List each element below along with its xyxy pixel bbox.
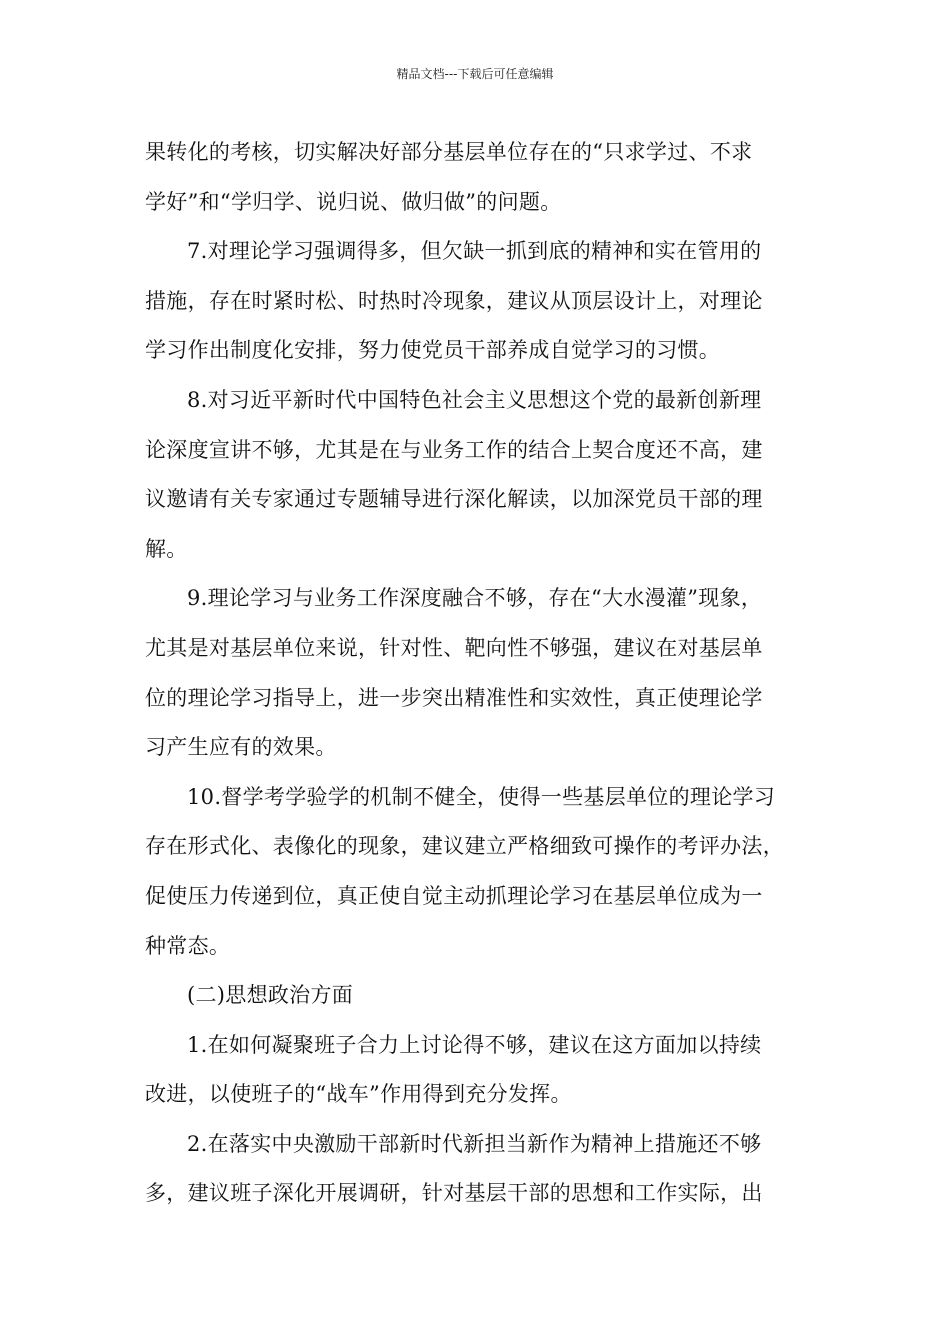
text-line: 果转化的考核，切实解决好部分基层单位存在的“只求学过、不求 — [145, 140, 753, 164]
text-line: 7.对理论学习强调得多，但欠缺一抓到底的精神和实在管用的 — [187, 239, 762, 264]
text-line: 2.在落实中央激励干部新时代新担当新作为精神上措施还不够 — [187, 1131, 762, 1156]
text-line: 学好”和“学归学、说归说、做归做”的问题。 — [145, 189, 562, 214]
text-line: 学习作出制度化安排，努力使党员干部养成自觉学习的习惯。 — [145, 338, 721, 363]
text-line: 8.对习近平新时代中国特色社会主义思想这个党的最新创新理 — [187, 387, 762, 412]
text-line: 尤其是对基层单位来说，针对性、靶向性不够强，建议在对基层单 — [145, 635, 763, 660]
text-line: 促使压力传递到位，真正使自觉主动抓理论学习在基层单位成为一 — [145, 883, 763, 908]
text-line: 9.理论学习与业务工作深度融合不够，存在“大水漫灌”现象， — [187, 586, 763, 611]
section-heading: (二)思想政治方面 — [187, 983, 354, 1008]
text-line: 10.督学考学验学的机制不健全，使得一些基层单位的理论学习 — [187, 784, 776, 809]
text-line: 位的理论学习指导上，进一步突出精准性和实效性，真正使理论学 — [145, 685, 763, 710]
text-line: 解。 — [145, 536, 188, 561]
text-line: 措施，存在时紧时松、时热时冷现象，建议从顶层设计上，对理论 — [145, 288, 763, 313]
text-line: 种常态。 — [145, 933, 231, 958]
text-line: 论深度宣讲不够，尤其是在与业务工作的结合上契合度还不高，建 — [145, 437, 763, 462]
document-body — [145, 128, 811, 1219]
text-line: 习产生应有的效果。 — [145, 735, 337, 760]
text-line: 改进，以使班子的“战车”作用得到充分发挥。 — [145, 1082, 572, 1107]
page-header: 精品文档---下载后可任意编辑 — [396, 67, 554, 81]
text-line: 1.在如何凝聚班子合力上讨论得不够，建议在这方面加以持续 — [187, 1032, 762, 1057]
text-line: 存在形式化、表像化的现象，建议建立严格细致可操作的考评办法， — [145, 834, 784, 859]
text-line: 多，建议班子深化开展调研，针对基层干部的思想和工作实际，出 — [145, 1181, 763, 1206]
text-line: 议邀请有关专家通过专题辅导进行深化解读，以加深党员干部的理 — [145, 487, 763, 512]
